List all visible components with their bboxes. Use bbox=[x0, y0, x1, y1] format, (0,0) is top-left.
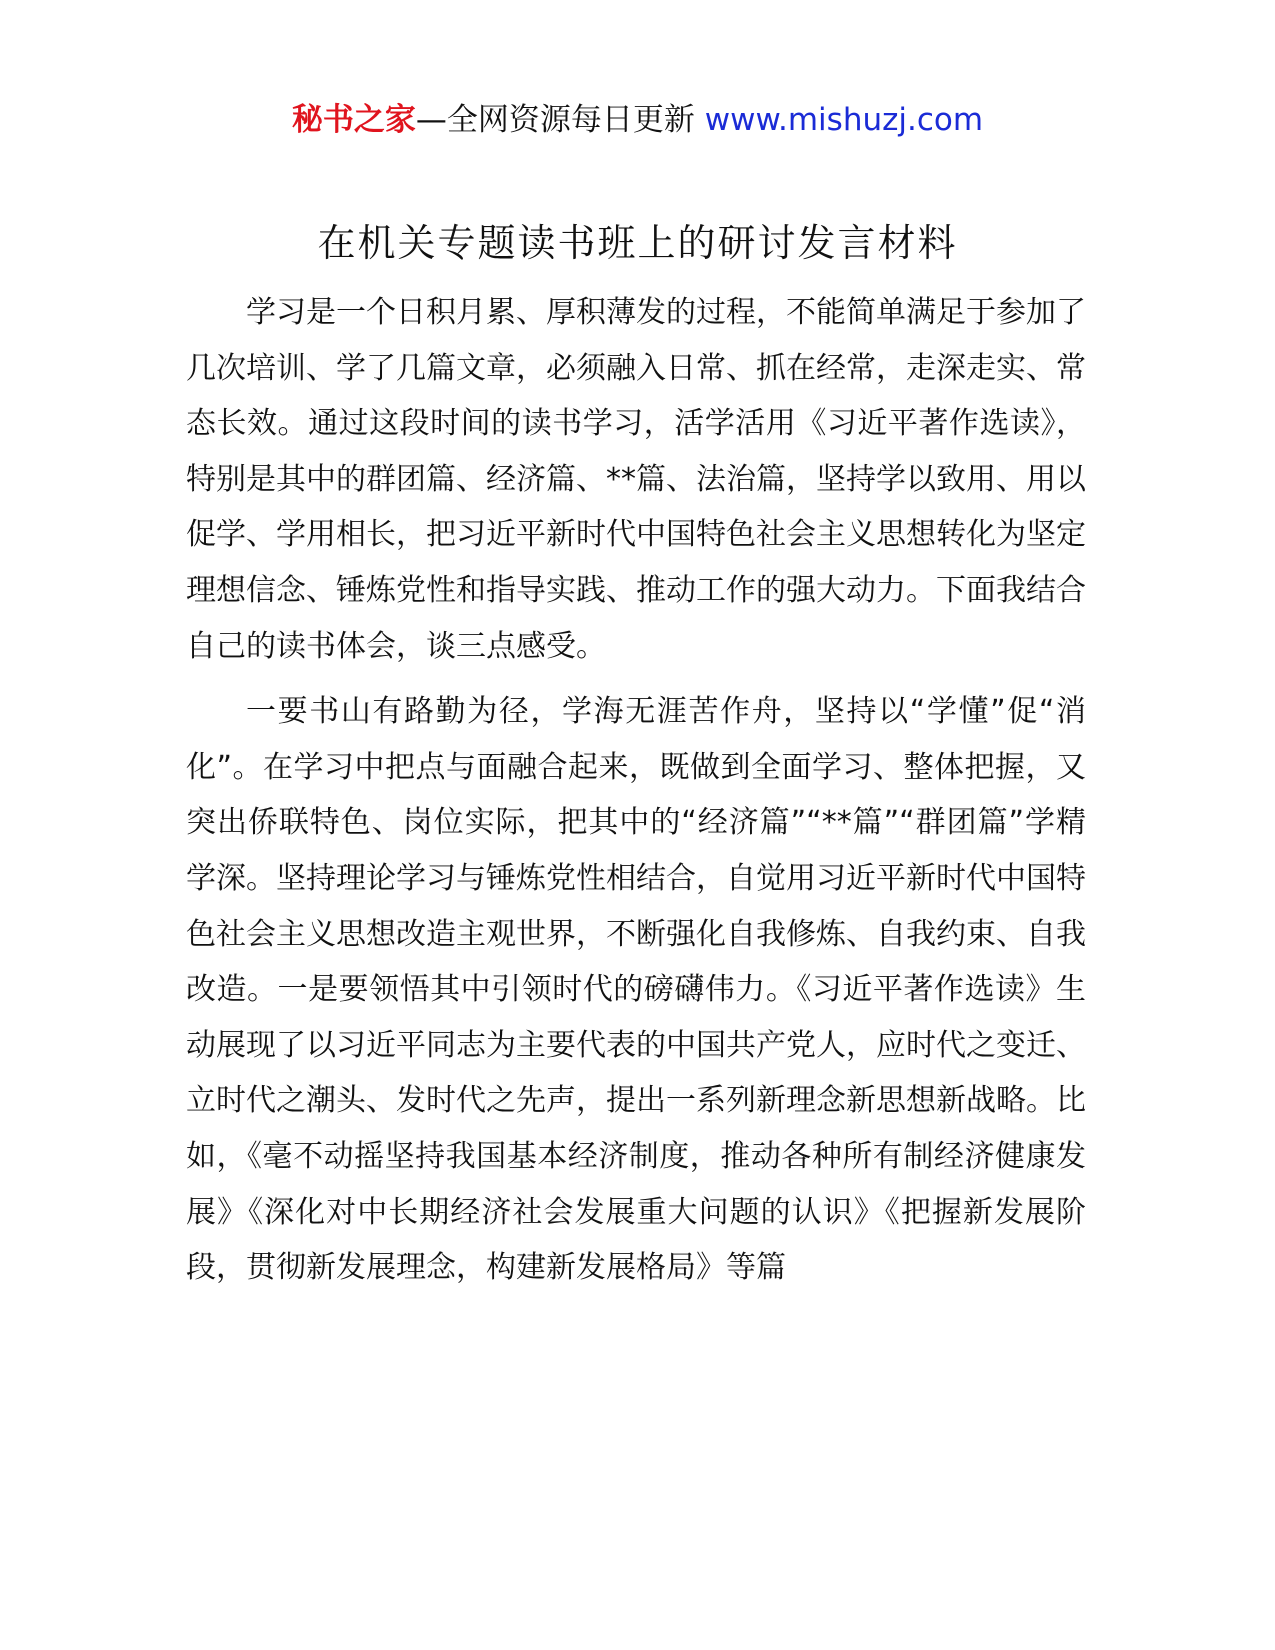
paragraph-point-one: 一要书山有路勤为径，学海无涯苦作舟，坚持以“学懂”促“消化”。在学习中把点与面融合起来，既做到全面学习、整体把握，又突出侨联特色、岗位实际，把其中的“经济篇”“**篇”“群团篇”学精学深。坚持理论学习与锤炼党性相结合，自觉用习近平新时代中国特色社会主义思想改造主观世界，不断强化自我修炼、自我约束、自我改造。一是要领悟其中引领时代的磅礴伟力。《习近平著作选读》生动展现了以习近平同志为主要代表的中国共产党人，应时代之变迁、立时代之潮头、发时代之先声，提出一系列新理念新思想新战略。比如，《毫不动摇坚持我国基本经济制度，推动各种所有制经济健康发展》《深化对中长期经济社会发展重大问题的认识》《把握新发展阶段，贯彻新发展理念，构建新发展格局》等篇 bbox=[186, 694, 1086, 1286]
document-title: 在机关专题读书班上的研讨发言材料 bbox=[317, 221, 958, 265]
site-url-link[interactable]: www.mishuzj.com bbox=[704, 102, 984, 138]
brand-name: 秘书之家 bbox=[291, 102, 416, 138]
site-header bbox=[0, 100, 1275, 140]
document-body bbox=[186, 285, 1086, 1306]
site-tagline: —全网资源每日更新 bbox=[415, 102, 695, 138]
paragraph-intro: 学习是一个日积月累、厚积薄发的过程，不能简单满足于参加了几次培训、学了几篇文章，必须融入日常、抓在经常，走深走实、常态长效。通过这段时间的读书学习，活学活用《习近平著作选读》，特别是其中的群团篇、经济篇、**篇、法治篇，坚持学以致用、用以促学、学用相长，把习近平新时代中国特色社会主义思想转化为坚定理想信念、锤炼党性和指导实践、推动工作的强大动力。下面我结合自己的读书体会，谈三点感受。 bbox=[186, 295, 1086, 664]
